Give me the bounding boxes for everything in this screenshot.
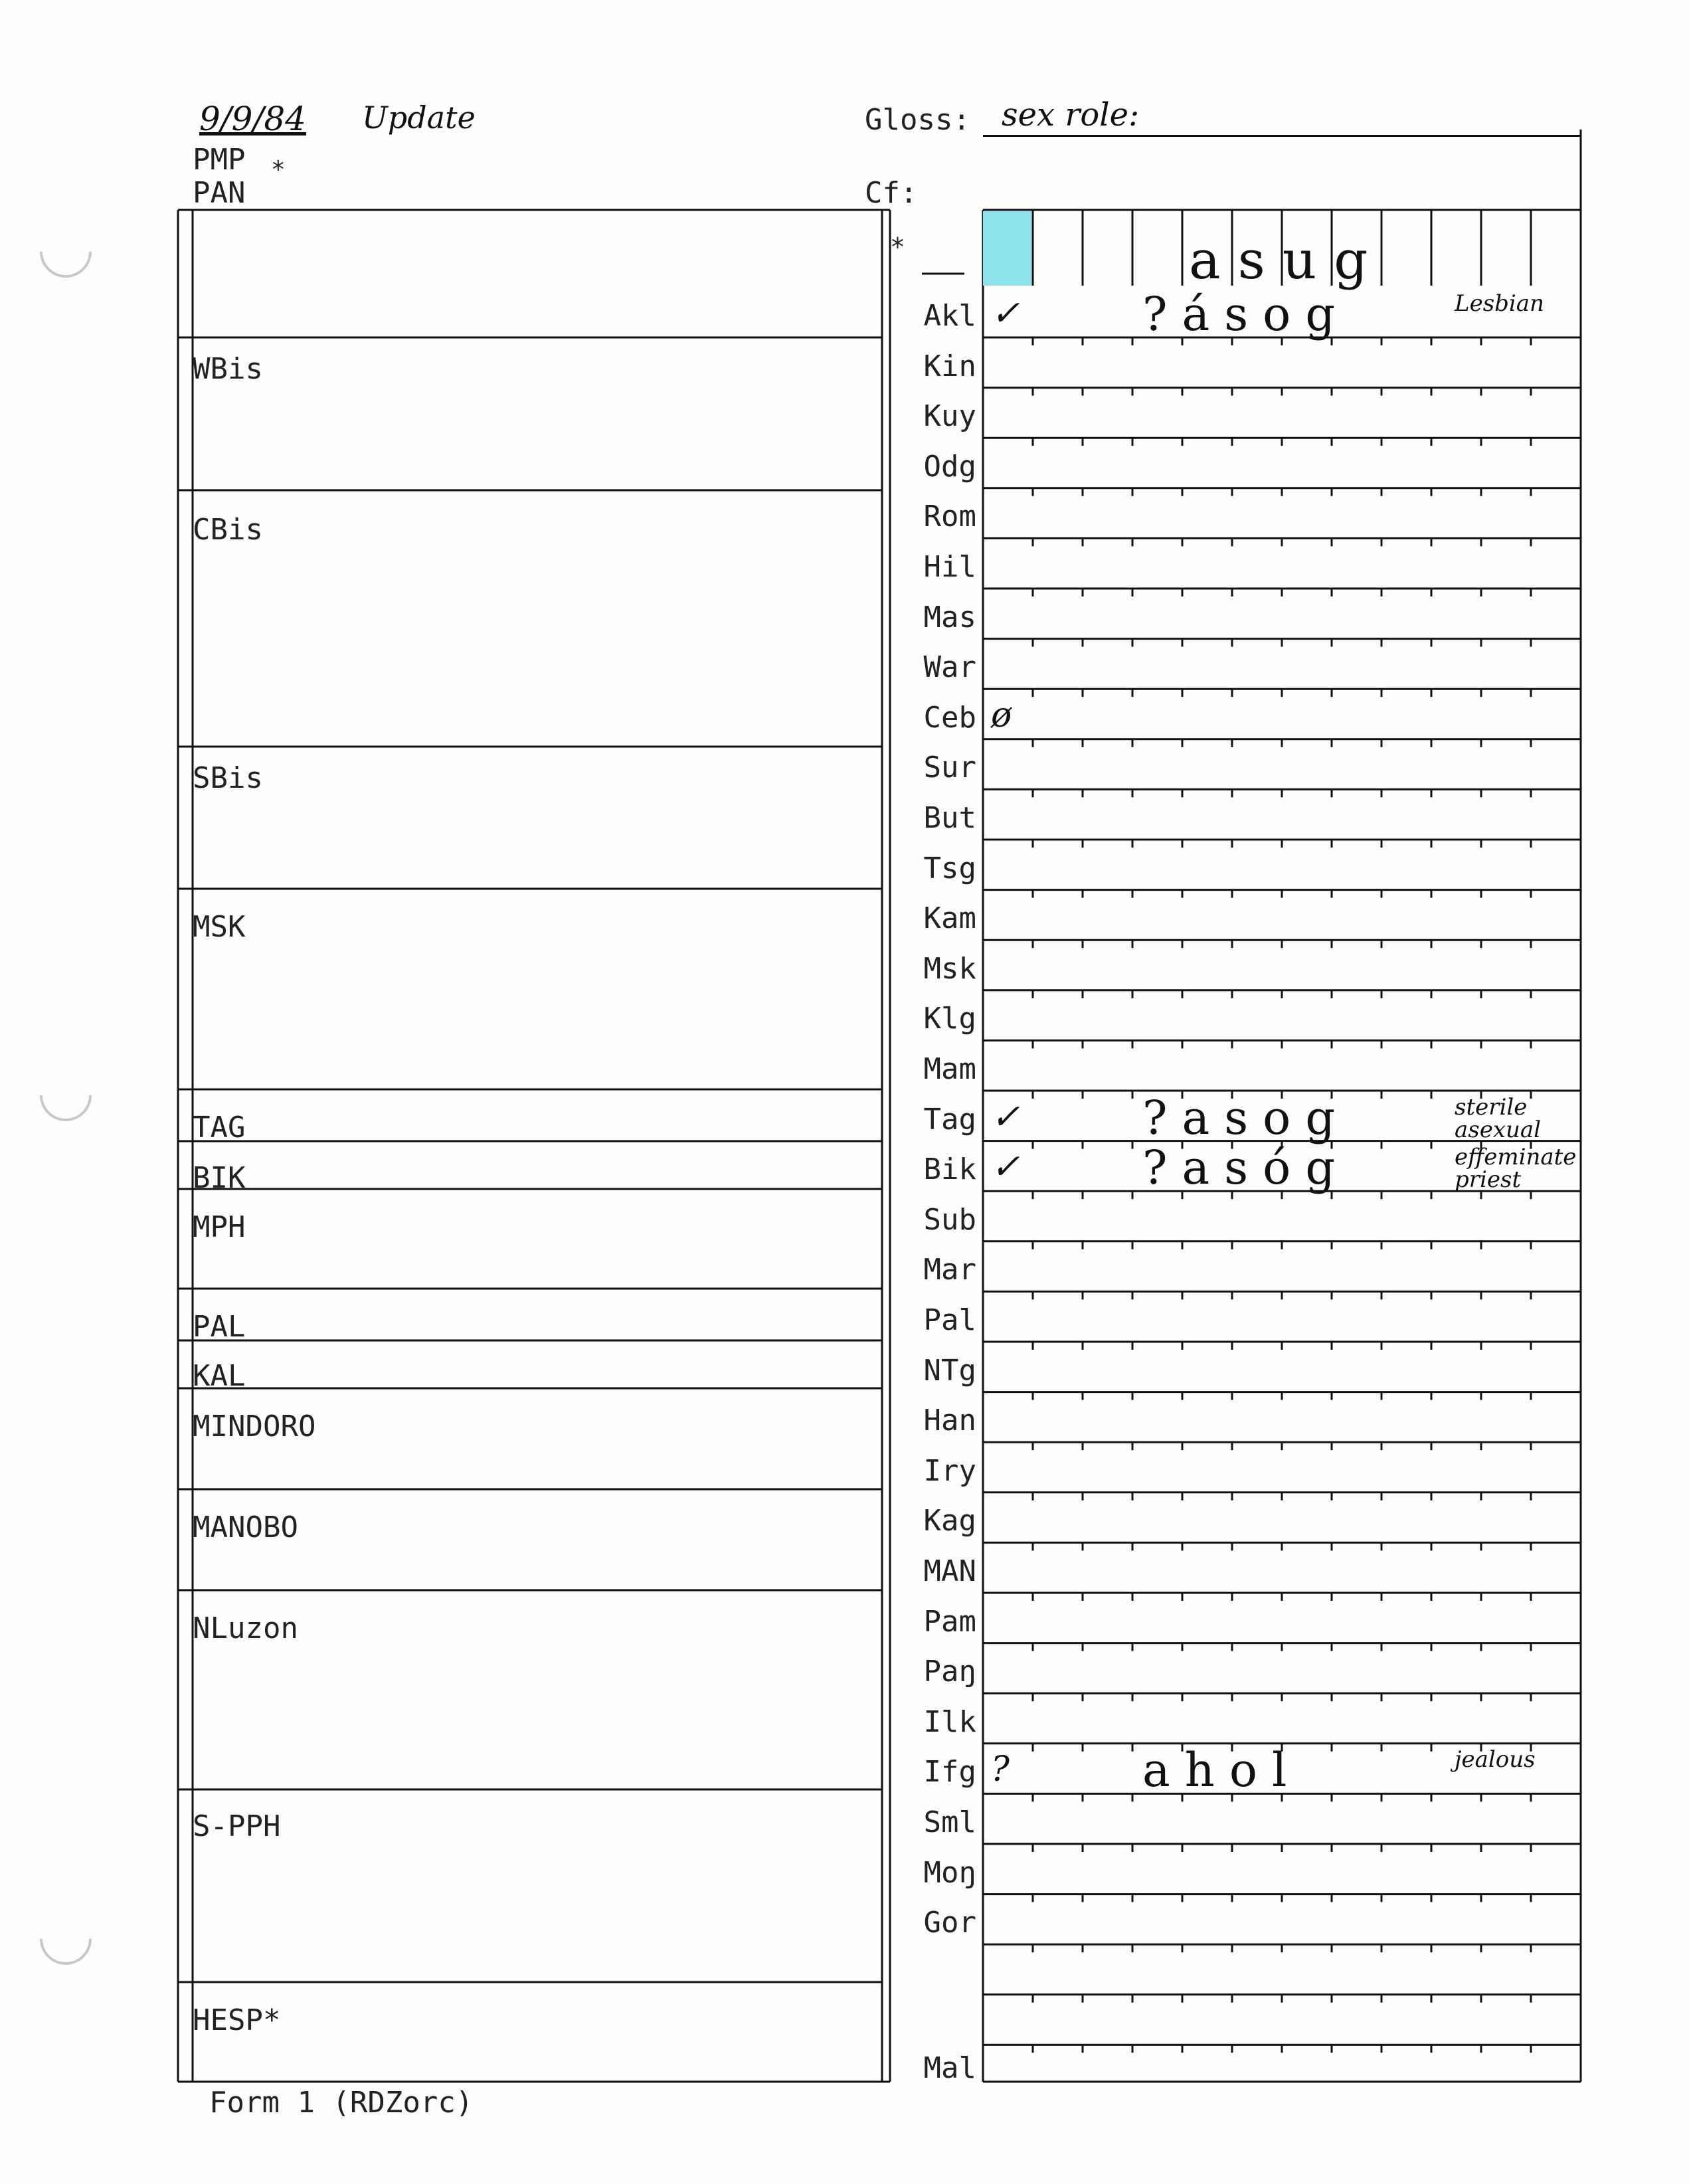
language-code: Ifg: [923, 1755, 976, 1789]
language-code: Kag: [923, 1504, 976, 1538]
cognate-form: ?ásog: [1142, 287, 1350, 341]
group-label: WBis: [193, 352, 263, 386]
language-code: Han: [923, 1404, 976, 1438]
language-code: Tag: [923, 1102, 976, 1137]
check-mark: ✓: [991, 294, 1020, 333]
language-code: Ilk: [923, 1704, 976, 1739]
language-code: Akl: [923, 299, 976, 333]
group-label: SBis: [193, 761, 263, 795]
language-code: Kuy: [923, 399, 976, 434]
group-label: S-PPH: [193, 1809, 281, 1843]
language-code: Odg: [923, 449, 976, 484]
language-code: Tsg: [923, 851, 976, 885]
cf-label: Cf:: [865, 176, 918, 210]
cognate-form: ahol: [1142, 1743, 1302, 1798]
group-label: KAL: [193, 1359, 246, 1393]
form-footer: Form 1 (RDZorc): [209, 2086, 474, 2120]
group-label: CBis: [193, 513, 263, 547]
language-code: Sml: [923, 1805, 976, 1839]
date-handwritten: 9/9/84: [199, 100, 306, 138]
language-code: Mal: [923, 2051, 976, 2085]
cognate-gloss: effeminate priest: [1455, 1144, 1577, 1194]
check-mark: ✓: [991, 1097, 1020, 1137]
language-code: Pal: [923, 1303, 976, 1337]
group-label: PAL: [193, 1310, 246, 1344]
group-label: MINDORO: [193, 1410, 316, 1443]
cognate-form: ?asog: [1142, 1090, 1350, 1145]
group-label: MSK: [193, 910, 246, 944]
language-code: Mar: [923, 1253, 976, 1287]
language-code: Kam: [923, 901, 976, 936]
cognate-gloss: Lesbian: [1455, 290, 1544, 317]
group-label: MANOBO: [193, 1510, 298, 1544]
language-code: Gor: [923, 1906, 976, 1940]
language-code: Sub: [923, 1202, 976, 1237]
language-code: Msk: [923, 951, 976, 986]
language-code: Pam: [923, 1604, 976, 1639]
group-label: MPH: [193, 1210, 246, 1244]
check-mark: ø: [991, 695, 1012, 735]
language-code: Mas: [923, 600, 976, 634]
language-code: War: [923, 650, 976, 685]
group-label: NLuzon: [193, 1611, 298, 1645]
cognate-gloss: jealous: [1455, 1746, 1536, 1774]
cognate-form: ?asóg: [1142, 1140, 1350, 1196]
language-code: Paŋ: [923, 1655, 976, 1689]
group-label: HESP*: [193, 2003, 281, 2037]
language-code: But: [923, 801, 976, 835]
star-reconstruction: asug: [1189, 229, 1385, 291]
language-code: Kin: [923, 349, 976, 383]
update-note: Update: [362, 100, 476, 136]
language-code: Moŋ: [923, 1855, 976, 1890]
group-label: TAG: [193, 1111, 246, 1144]
language-code: Klg: [923, 1002, 976, 1036]
language-code: Mam: [923, 1052, 976, 1086]
highlight-cell: [983, 211, 1031, 286]
language-code: Ceb: [923, 700, 976, 735]
check-mark: ✓: [991, 1147, 1020, 1188]
cognate-gloss: sterile asexual: [1455, 1093, 1542, 1143]
pan-label: PAN: [193, 176, 246, 210]
language-code: NTg: [923, 1353, 976, 1388]
pan-star: *: [271, 156, 286, 183]
star-row-label: *: [890, 232, 905, 262]
language-code: Rom: [923, 500, 976, 534]
language-code: Bik: [923, 1152, 976, 1187]
check-mark: ?: [991, 1750, 1010, 1790]
language-code: Hil: [923, 550, 976, 584]
language-code: MAN: [923, 1554, 976, 1588]
pmp-label: PMP: [193, 143, 246, 177]
gloss-label: Gloss:: [865, 103, 970, 137]
language-code: Iry: [923, 1453, 976, 1488]
language-code: Sur: [923, 751, 976, 785]
group-label: BIK: [193, 1161, 246, 1195]
gloss-value: sex role:: [1002, 96, 1140, 134]
